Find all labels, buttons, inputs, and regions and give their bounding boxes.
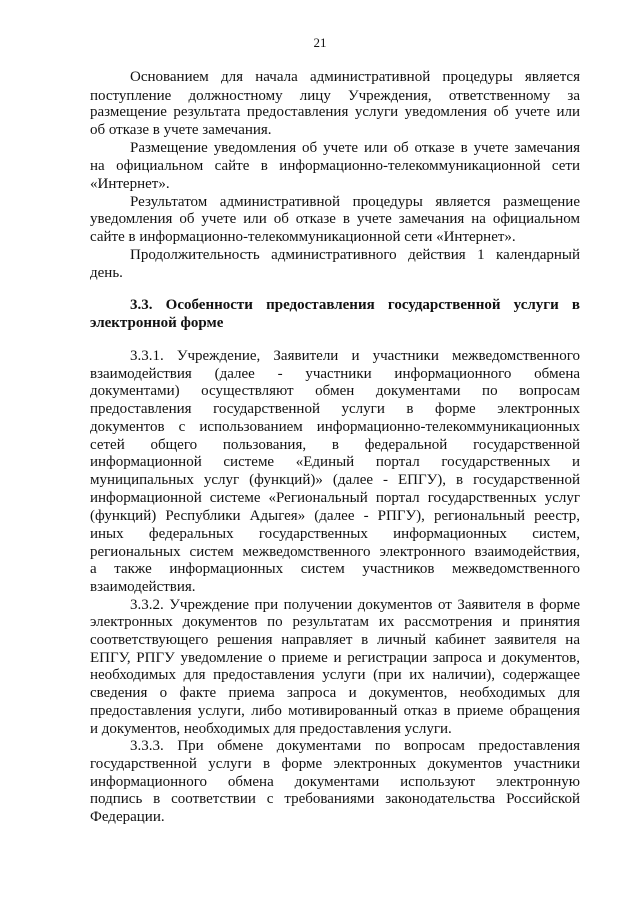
text-line: об отказе в учете замечания.: [90, 122, 272, 139]
text-line: на официальном сайте в информационно-телекоммуникационной сети: [90, 158, 580, 175]
text-line: информационной системе «Региональный портал государственных услуг: [90, 490, 580, 507]
text-line: а также информационных систем участников межведомственного: [90, 561, 580, 578]
text-line: поступление должностному лицу Учреждения, ответственному за: [90, 87, 580, 104]
text-line: уведомления об учете или об отказе в учете замечания на официальном: [90, 211, 580, 228]
text-line: сведения о факте приема запроса и документов, необходимых для: [90, 685, 580, 702]
text-line: предоставления государственной услуги в форме электронных: [90, 401, 580, 418]
text-line: документов с использованием информационно-телекоммуникационных: [90, 418, 580, 435]
text-line: предоставления услуги, либо мотивированный отказ в приеме обращения: [90, 702, 580, 719]
text-line: муниципальных услуг (функций)» (далее - ЕПГУ), в государственной: [90, 471, 580, 488]
text-line: электронных документов по результатам их рассмотрения и принятия: [90, 614, 580, 631]
text-line: государственной услуги в форме электронных документов участники: [90, 755, 580, 772]
text-line: день.: [90, 264, 123, 281]
text-line: 3.3.2. Учреждение при получении документов от Заявителя в форме: [130, 596, 580, 613]
text-line: иных федеральных государственных информационных систем,: [90, 525, 580, 542]
text-line: и документов, необходимых для предоставления услуги.: [90, 720, 452, 737]
text-line: ЕПГУ, РПГУ уведомление о приеме и регистрации запроса и документов,: [90, 649, 580, 666]
text-line: сайте в информационно-телекоммуникационной сети «Интернет».: [90, 229, 516, 246]
text-line: 3.3.1. Учреждение, Заявители и участники межведомственного: [130, 348, 580, 364]
section-heading-line: электронной форме: [90, 315, 224, 332]
text-line: Основанием для начала административной процедуры является: [130, 69, 580, 85]
text-line: взаимодействия (далее - участники информационного обмена: [90, 365, 580, 382]
text-line: Федерации.: [90, 809, 165, 825]
text-line: Продолжительность административного действия 1 календарный: [130, 246, 580, 263]
text-line: региональных систем межведомственного электронного взаимодействия,: [90, 543, 580, 560]
text-line: Размещение уведомления об учете или об отказе в учете замечания: [130, 139, 580, 156]
text-line: взаимодействия.: [90, 578, 196, 595]
section-heading-line: 3.3. Особенности предоставления государственной услуги в: [130, 297, 580, 314]
text-line: необходимых для предоставления услуги (при их наличии), содержащее: [90, 667, 580, 684]
text-line: подпись в соответствии с требованиями законодательства Российской: [90, 791, 580, 808]
text-line: информационного обмена документами используют электронную: [90, 773, 580, 790]
text-line: 3.3.3. При обмене документами по вопросам предоставления: [130, 738, 580, 755]
page-number: 21: [313, 35, 327, 50]
text-line: размещение результата предоставления услуги уведомления об учете или: [90, 104, 580, 121]
text-line: соответствующего решения направляет в личный кабинет заявителя на: [90, 632, 580, 648]
text-line: «Интернет».: [90, 176, 170, 192]
text-line: (функций) Республики Адыгея» (далее - РПГУ), региональный реестр,: [90, 508, 580, 525]
text-line: информационной системе «Единый портал государственных и: [90, 454, 580, 471]
text-line: Результатом административной процедуры является размещение: [130, 193, 580, 210]
text-line: документами) осуществляют обмен документами по вопросам: [90, 383, 580, 400]
text-line: сетей общего пользования, в федеральной государственной: [90, 436, 580, 453]
